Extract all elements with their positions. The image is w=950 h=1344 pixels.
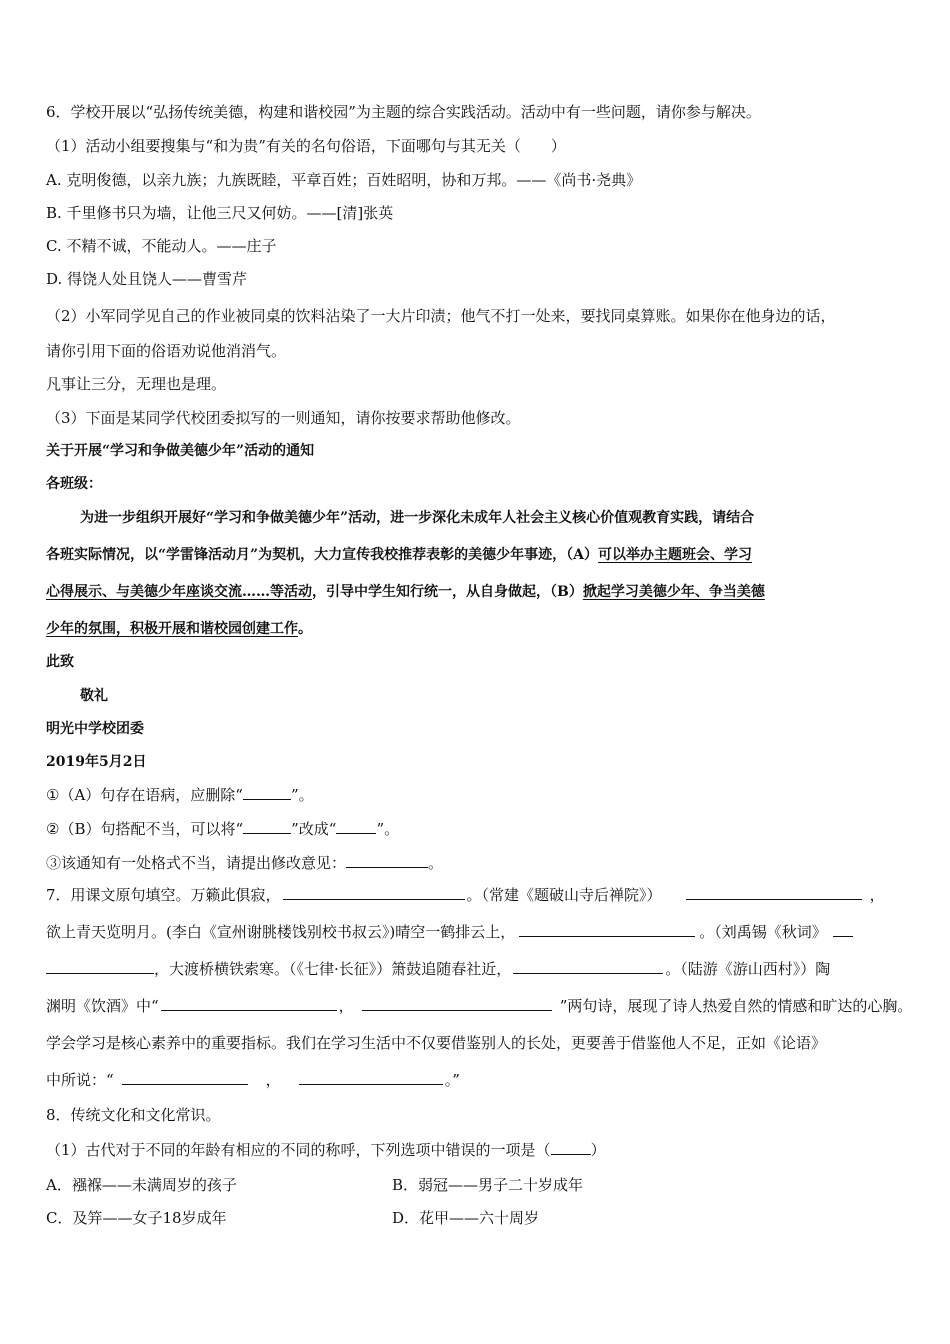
notice-label-a: （A） <box>566 547 598 563</box>
q7-text: 。（刘禹锡《秋词》 <box>699 923 827 941</box>
q8-text: （1）古代对于不同的年龄有相应的不同的称呼，下列选项中错误的一项是（ <box>46 1141 551 1159</box>
q6-option-a: A. 克明俊德，以亲九族；九族既睦，平章百姓；百姓昭明，协和万邦。——《尚书·尧典》 <box>46 171 642 189</box>
q6-part2-line1: （2）小军同学见自己的作业被同桌的饮料沾染了一大片印渍；他气不打一处来，要找同桌算账。如果你在他身边的话， <box>46 307 836 325</box>
notice-body-line3 <box>46 582 765 602</box>
notice-body-line2 <box>46 545 752 565</box>
q7-line-6 <box>46 1070 460 1090</box>
q7-line-2 <box>46 922 853 942</box>
q8-option-c: C．及笄——女子18岁成年 <box>46 1209 227 1227</box>
answer-blank[interactable] <box>686 885 862 900</box>
notice-label-b: （B） <box>550 584 583 600</box>
q6-part2-line2: 请你引用下面的俗语劝说他消消气。 <box>46 342 287 360</box>
answer-blank[interactable] <box>346 853 428 868</box>
notice-sentence-a-part1: 可以举办主题班会、学习 <box>597 547 752 563</box>
notice-date: 2019年5月2日 <box>46 754 147 770</box>
task-text: ”改成“ <box>291 820 337 838</box>
notice-salutation: 各班级： <box>46 476 102 492</box>
q7-text: ，大渡桥横铁索寒。（《七律·长征》）箫鼓追随春社近， <box>154 960 512 978</box>
notice-body-line4 <box>46 619 312 639</box>
task-text: ①（A）句存在语病，应删除“ <box>46 786 243 804</box>
q6-option-c: C. 不精不诚，不能动人。——庄子 <box>46 237 277 255</box>
q8-option-b: B．弱冠——男子二十岁成年 <box>392 1176 584 1194</box>
notice-sentence-b-part2: 少年的氛围，积极开展和谐校园创建工作 <box>46 621 298 637</box>
q8-part1-prompt <box>46 1140 606 1160</box>
q7-text: ， <box>265 1071 281 1089</box>
notice-closing-1: 此致 <box>46 654 74 670</box>
q6-part1-prompt: （1）活动小组要搜集与“和为贵”有关的名句俗语，下面哪句与其无关（ ） <box>46 137 566 155</box>
answer-blank[interactable] <box>161 996 337 1011</box>
answer-blank[interactable] <box>122 1070 248 1085</box>
q8-option-d: D．花甲——六十周岁 <box>392 1209 540 1227</box>
answer-blank[interactable] <box>551 1140 591 1155</box>
answer-blank[interactable] <box>833 922 853 937</box>
q6-stem: 6．学校开展以“弘扬传统美德，构建和谐校园”为主题的综合实践活动。活动中有一些问题，请你参与解决。 <box>46 103 761 121</box>
task-text: ”。 <box>290 786 314 804</box>
q7-text: ， <box>869 886 885 904</box>
answer-blank[interactable] <box>336 819 376 834</box>
notice-sentence-b-part1: 掀起学习美德少年、争当美德 <box>582 584 765 600</box>
task-text: ”。 <box>376 820 400 838</box>
q7-line-1 <box>46 885 885 905</box>
task-text: ③该通知有一处格式不当，请提出修改意见： <box>46 854 347 872</box>
q7-text: ”两句诗，展现了诗人热爱自然的情感和旷达的心胸。 <box>559 997 913 1015</box>
notice-body-line1: 为进一步组织开展好“学习和争做美德少年”活动，进一步深化未成年人社会主义核心价值观教育实践，请结合 <box>80 510 755 526</box>
q8-stem: 8．传统文化和文化常识。 <box>46 1106 221 1124</box>
answer-blank[interactable] <box>299 1070 443 1085</box>
q7-text: 欲上青天览明月。(李白《宣州谢朓楼饯别校书叔云》)晴空一鹤排云上， <box>46 923 516 941</box>
answer-blank[interactable] <box>519 922 695 937</box>
notice-signer: 明光中学校团委 <box>46 721 144 737</box>
q7-text: 渊明《饮酒》中“ <box>46 997 159 1015</box>
q6-option-b: B. 千里修书只为墙，让他三尺又何妨。——[清]张英 <box>46 204 394 222</box>
answer-blank[interactable] <box>243 819 291 834</box>
task-text: ②（B）句搭配不当，可以将“ <box>46 820 244 838</box>
q8-options-row-2 <box>46 1208 540 1228</box>
q8-options-row-1 <box>46 1175 584 1195</box>
q6-part3-prompt: （3）下面是某同学代校团委拟写的一则通知，请你按要求帮助他修改。 <box>46 409 521 427</box>
q7-text: 。（陆游《游山西村》）陶 <box>665 960 831 978</box>
q6-task-2 <box>46 819 399 839</box>
q7-line-5: 学会学习是核心素养中的重要指标。我们在学习生活中不仅要借鉴别人的长处，更要善于借鉴他人不足，正如《论语》 <box>46 1034 827 1052</box>
q8-text: ） <box>590 1141 606 1159</box>
notice-title: 关于开展“学习和争做美德少年”活动的通知 <box>46 443 315 459</box>
q8-option-a: A．襁褓——未满周岁的孩子 <box>46 1176 237 1194</box>
notice-body-text: ，引导中学生知行统一，从自身做起， <box>312 584 550 600</box>
notice-body-text: 。 <box>298 621 312 637</box>
task-text: 。 <box>428 854 444 872</box>
notice-sentence-a-part2: 心得展示、与美德少年座谈交流……等活动 <box>46 584 312 600</box>
answer-blank[interactable] <box>362 996 552 1011</box>
answer-blank[interactable] <box>513 959 663 974</box>
notice-closing-2: 敬礼 <box>80 688 108 704</box>
q6-task-1 <box>46 785 314 805</box>
q6-task-3 <box>46 853 443 873</box>
q6-part2-saying: 凡事让三分，无理也是理。 <box>46 375 227 393</box>
q7-text: ， <box>338 997 354 1015</box>
answer-blank[interactable] <box>283 885 465 900</box>
q7-line-4 <box>46 996 912 1016</box>
q6-option-d: D. 得饶人处且饶人——曹雪芹 <box>46 270 248 288</box>
q7-text: 。（常建《题破山寺后禅院》） <box>466 886 662 904</box>
answer-blank[interactable] <box>46 959 154 974</box>
q7-text: 。” <box>444 1071 460 1089</box>
answer-blank[interactable] <box>243 785 291 800</box>
q7-text: 中所说：“ <box>46 1071 114 1089</box>
q7-text: 7．用课文原句填空。万籁此俱寂， <box>46 886 281 904</box>
q7-line-3 <box>46 959 830 979</box>
notice-body-text: 各班实际情况，以“学雷锋活动月”为契机，大力宣传我校推荐表彰的美德少年事迹， <box>46 547 567 563</box>
